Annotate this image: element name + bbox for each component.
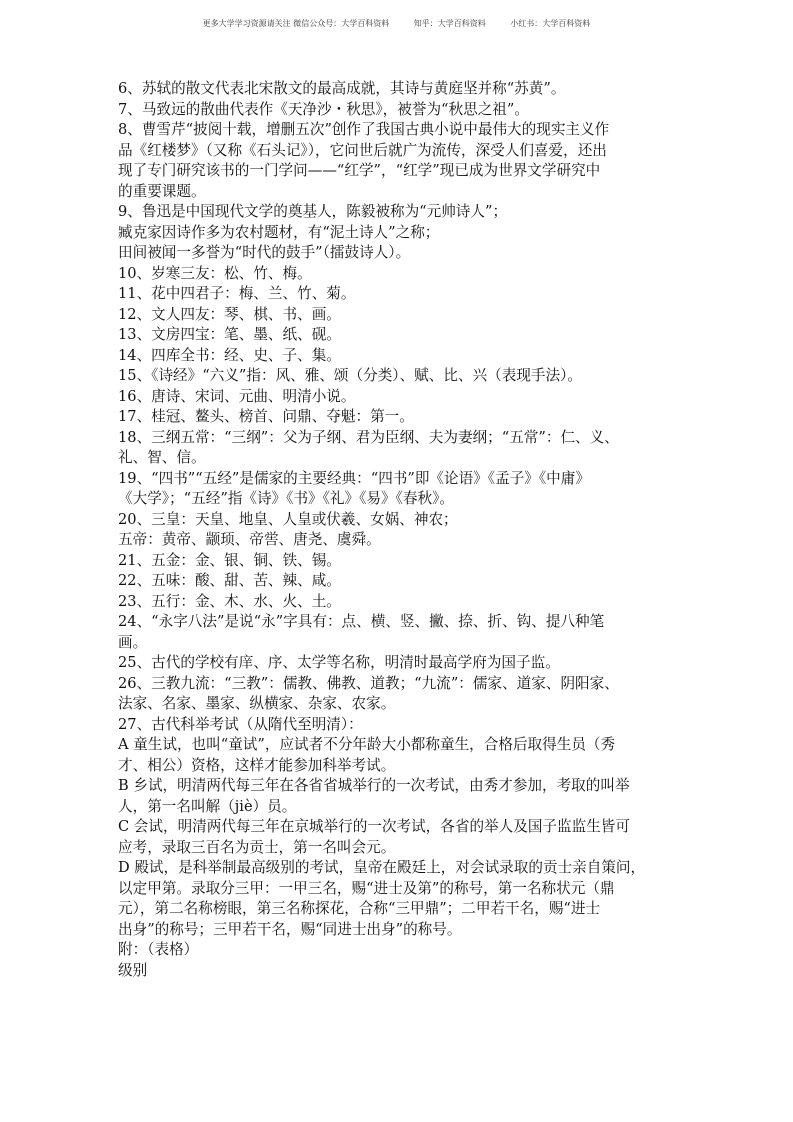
text-line: 9、鲁迅是中国现代文学的奠基人，陈毅被称为“元帅诗人”；: [118, 203, 508, 220]
text-line: 16、唐诗、宋词、元曲、明清小说。: [118, 387, 356, 405]
text-line: 23、五行：金、木、水、火、土。: [118, 592, 341, 610]
text-line: 26、三教九流：“三教”：儒教、佛教、道教；“九流”：儒家、道家、阴阳家、: [118, 674, 619, 692]
header-item: 更多大学学习资源请关注 微信公众号：大学百科资料: [202, 19, 390, 28]
text-line: 田间被闻一多誉为“时代的鼓手”（擂鼓诗人）。: [118, 244, 411, 261]
text-line: D 殿试，是科举制最高级别的考试，皇帝在殿廷上，对会试录取的贡士亲自策问，: [118, 859, 646, 876]
text-line: 元），第二名称榜眼，第三名称探花，合称“三甲鼎”；二甲若干名，赐“进士: [118, 900, 601, 917]
text-line: 18、三纲五常：“三纲”：父为子纲、君为臣纲、夫为妻纲；“五常”：仁、义、: [118, 428, 619, 446]
header-item: 知乎：大学百科资料: [413, 19, 486, 28]
page-header: [0, 18, 793, 29]
text-line: 20、三皇：天皇、地皇、人皇或伏羲、女娲、神农；: [118, 510, 458, 528]
text-line: 应考，录取三百名为贡士，第一名叫会元。: [118, 838, 396, 856]
document-body: [118, 79, 682, 981]
text-line: 19、“四书”“五经”是儒家的主要经典：“四书”即《论语》《孟子》《中庸》: [118, 469, 590, 487]
text-line: A 童生试，也叫“童试”，应试者不分年龄大小都称童生，合格后取得生员（秀: [118, 736, 616, 753]
text-line: 人，第一名叫解（jiè）员。: [118, 797, 297, 815]
text-line: C 会试，明清两代每三年在京城举行的一次考试，各省的举人及国子监监生皆可: [118, 818, 630, 835]
text-line: 的重要课题。: [118, 182, 206, 200]
text-line: 附：（表格）: [118, 941, 199, 958]
text-line: 24、“永字八法”是说“永”字具有：点、横、竖、撇、捺、折、钩、提八种笔: [118, 613, 605, 630]
text-line: 臧克家因诗作多为农村题材，有“泥土诗人”之称；: [118, 223, 440, 241]
text-line: B 乡试，明清两代每三年在各省省城举行的一次考试，由秀才参加，考取的叫举: [118, 777, 630, 794]
text-line: 17、桂冠、鳌头、榜首、问鼎、夺魁：第一。: [118, 408, 414, 425]
text-line: 品《红楼梦》（又称《石头记》），它问世后就广为流传，深受人们喜爱，还出: [118, 141, 607, 159]
text-line: 才、相公）资格，这样才能参加科举考试。: [118, 756, 396, 774]
text-line: 画。: [118, 633, 148, 651]
text-line: 五帝：黄帝、颛顼、帝喾、唐尧、虞舜。: [118, 531, 381, 548]
text-line: 《大学》；“五经”指《诗》《书》《礼》《易》《春秋》。: [118, 490, 454, 507]
text-line: 12、文人四友：琴、棋、书、画。: [118, 305, 341, 323]
text-line: 8、曹雪芹“披阅十载，增删五次”创作了我国古典小说中最伟大的现实主义作: [118, 121, 610, 138]
text-line: 6、苏轼的散文代表北宋散文的最高成就，其诗与黄庭坚并称“苏黄”。: [118, 80, 566, 97]
text-line: 15、《诗经》“六义”指：风、雅、颂（分类）、赋、比、兴（表现手法）。: [118, 367, 583, 384]
text-line: 礼、智、信。: [118, 449, 206, 466]
text-line: 法家、名家、墨家、纵横家、杂家、农家。: [118, 695, 396, 712]
text-line: 14、四库全书：经、史、子、集。: [118, 346, 341, 364]
text-line: 出身”的称号；三甲若干名，赐“同进士出身”的称号。: [118, 920, 462, 938]
header-item: 小红书：大学百科资料: [510, 19, 591, 28]
text-line: 7、马致远的散曲代表作《天净沙・秋思》，被誉为“秋思之祖”。: [118, 100, 529, 118]
text-line: 级别: [118, 961, 148, 979]
text-line: 以定甲第。录取分三甲：一甲三名，赐“进士及第”的称号，第一名称状元（鼎: [118, 879, 615, 897]
text-line: 现了专门研究该书的一门学问——“红学”，“红学”现已成为世界文学研究中: [118, 162, 601, 179]
text-line: 27、古代科举考试（从隋代至明清）：: [118, 715, 363, 733]
text-line: 11、花中四君子：梅、兰、竹、菊。: [118, 285, 356, 302]
text-line: 10、岁寒三友：松、竹、梅。: [118, 264, 312, 282]
text-line: 22、五味：酸、甜、苦、辣、咸。: [118, 572, 341, 589]
text-line: 13、文房四宝：笔、墨、纸、砚。: [118, 326, 341, 343]
text-line: 21、五金：金、银、铜、铁、锡。: [118, 551, 341, 569]
text-line: 25、古代的学校有庠、序、太学等名称，明清时最高学府为国子监。: [118, 654, 560, 671]
